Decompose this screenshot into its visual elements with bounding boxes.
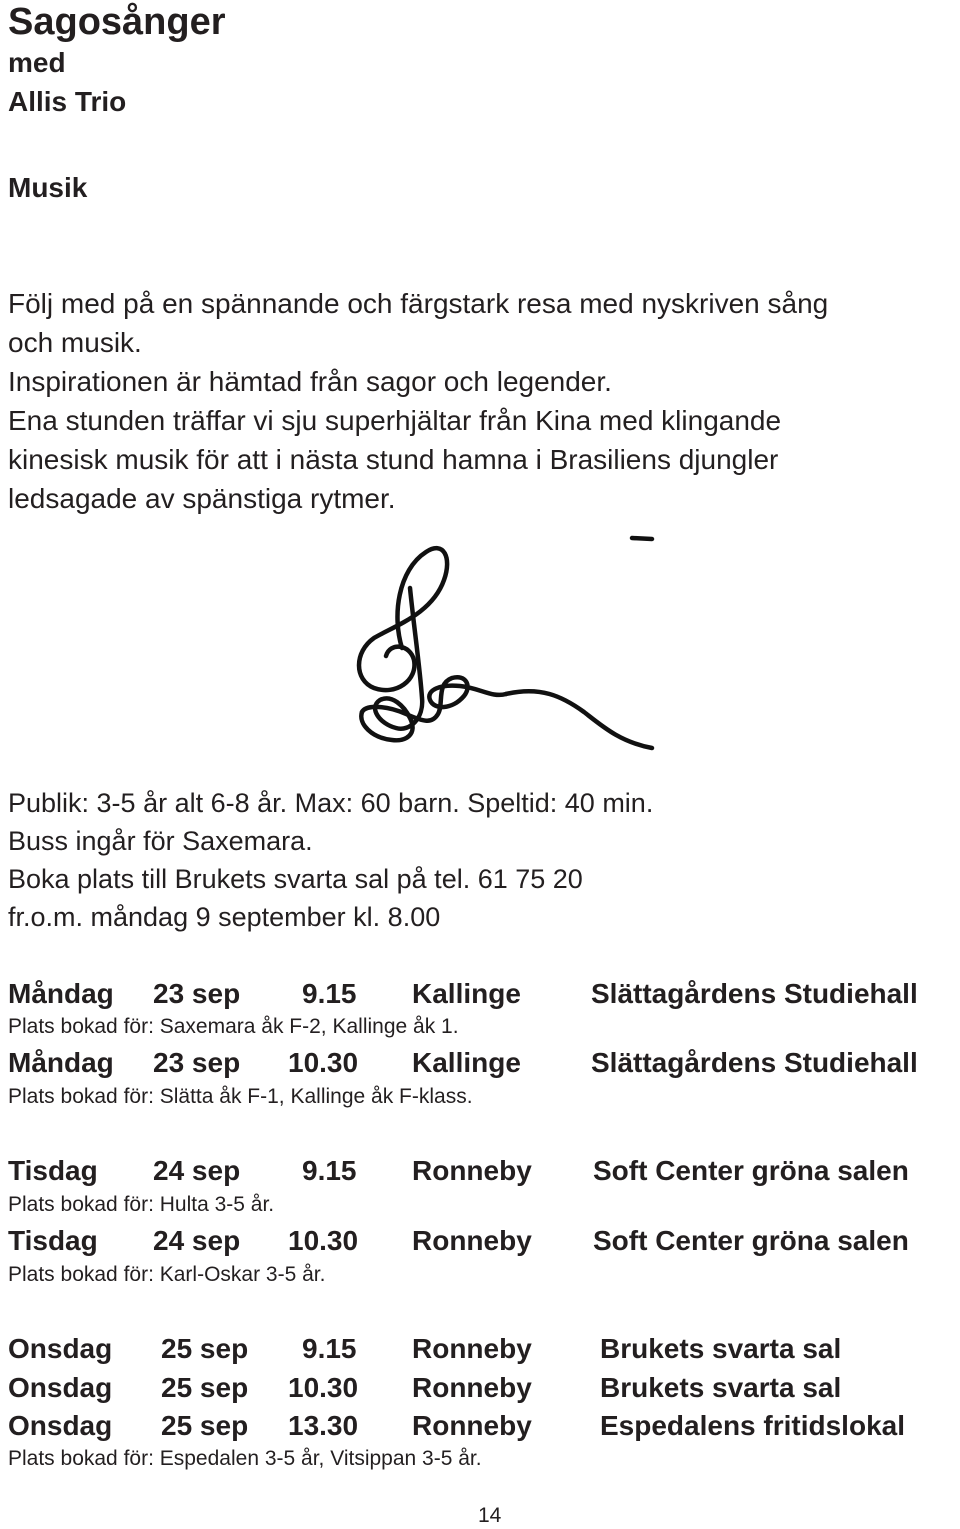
schedule-time: 9.15 (302, 978, 357, 1009)
performer-name: Allis Trio (8, 86, 127, 117)
schedule-date: 24 sep (153, 1155, 241, 1186)
category-label: Musik (8, 172, 88, 203)
booking-date-info: fr.o.m. måndag 9 september kl. 8.00 (8, 902, 441, 932)
description-line: kinesisk musik för att i nästa stund hamna i Brasiliens djungler (8, 444, 779, 475)
schedule-date: 25 sep (161, 1333, 249, 1364)
schedule-time: 10.30 (288, 1047, 359, 1078)
schedule-place: Ronneby (412, 1225, 532, 1256)
booking-info: Boka plats till Brukets svarta sal på tel. 61 75 20 (8, 864, 583, 894)
schedule-venue: Soft Center gröna salen (593, 1155, 909, 1186)
schedule-date: 23 sep (153, 978, 241, 1009)
audience-info: Publik: 3-5 år alt 6-8 år. Max: 60 barn. Speltid: 40 min. (8, 788, 654, 818)
description-line: och musik. (8, 327, 142, 358)
schedule-venue: Soft Center gröna salen (593, 1225, 909, 1256)
booking-note: Plats bokad för: Hulta 3-5 år. (8, 1193, 275, 1216)
booking-note: Plats bokad för: Karl-Oskar 3-5 år. (8, 1263, 326, 1286)
schedule-date: 24 sep (153, 1225, 241, 1256)
schedule-time: 9.15 (302, 1333, 357, 1364)
booking-note: Plats bokad för: Saxemara åk F-2, Kallinge åk 1. (8, 1015, 459, 1038)
schedule-venue: Espedalens fritidslokal (600, 1410, 905, 1441)
bus-info: Buss ingår för Saxemara. (8, 826, 313, 856)
schedule-venue: Slättagårdens Studiehall (591, 978, 918, 1009)
schedule-time: 10.30 (288, 1372, 359, 1403)
schedule-time: 9.15 (302, 1155, 357, 1186)
schedule-day: Onsdag (8, 1333, 113, 1364)
schedule-venue: Brukets svarta sal (600, 1372, 842, 1403)
schedule-place: Ronneby (412, 1410, 532, 1441)
schedule-day: Onsdag (8, 1372, 113, 1403)
title-line-med: med (8, 47, 66, 78)
page-title: Sagosånger (8, 1, 226, 43)
schedule-venue: Brukets svarta sal (600, 1333, 842, 1364)
schedule-date: 23 sep (153, 1047, 241, 1078)
schedule-day: Måndag (8, 1047, 114, 1078)
schedule-date: 25 sep (161, 1372, 249, 1403)
schedule-place: Ronneby (412, 1333, 532, 1364)
schedule-day: Tisdag (8, 1155, 98, 1186)
page-number: 14 (478, 1504, 502, 1527)
schedule-place: Kallinge (412, 1047, 521, 1078)
booking-note: Plats bokad för: Slätta åk F-1, Kallinge åk F-klass. (8, 1085, 473, 1108)
booking-note: Plats bokad för: Espedalen 3-5 år, Vitsippan 3-5 år. (8, 1447, 482, 1470)
description-line: Följ med på en spännande och färgstark resa med nyskriven sång (8, 288, 829, 319)
schedule-place: Ronneby (412, 1372, 532, 1403)
schedule-day: Tisdag (8, 1225, 98, 1256)
schedule-time: 13.30 (288, 1410, 359, 1441)
description-line: Ena stunden träffar vi sju superhjältar från Kina med klingande (8, 405, 782, 436)
description-line: Inspirationen är hämtad från sagor och legender. (8, 366, 612, 397)
schedule-day: Måndag (8, 978, 114, 1009)
schedule-place: Kallinge (412, 978, 521, 1009)
schedule-place: Ronneby (412, 1155, 532, 1186)
schedule-venue: Slättagårdens Studiehall (591, 1047, 918, 1078)
schedule-time: 10.30 (288, 1225, 359, 1256)
schedule-date: 25 sep (161, 1410, 249, 1441)
treble-clef-drawing-icon (340, 528, 660, 758)
schedule-day: Onsdag (8, 1410, 113, 1441)
description-line: ledsagade av spänstiga rytmer. (8, 483, 396, 514)
